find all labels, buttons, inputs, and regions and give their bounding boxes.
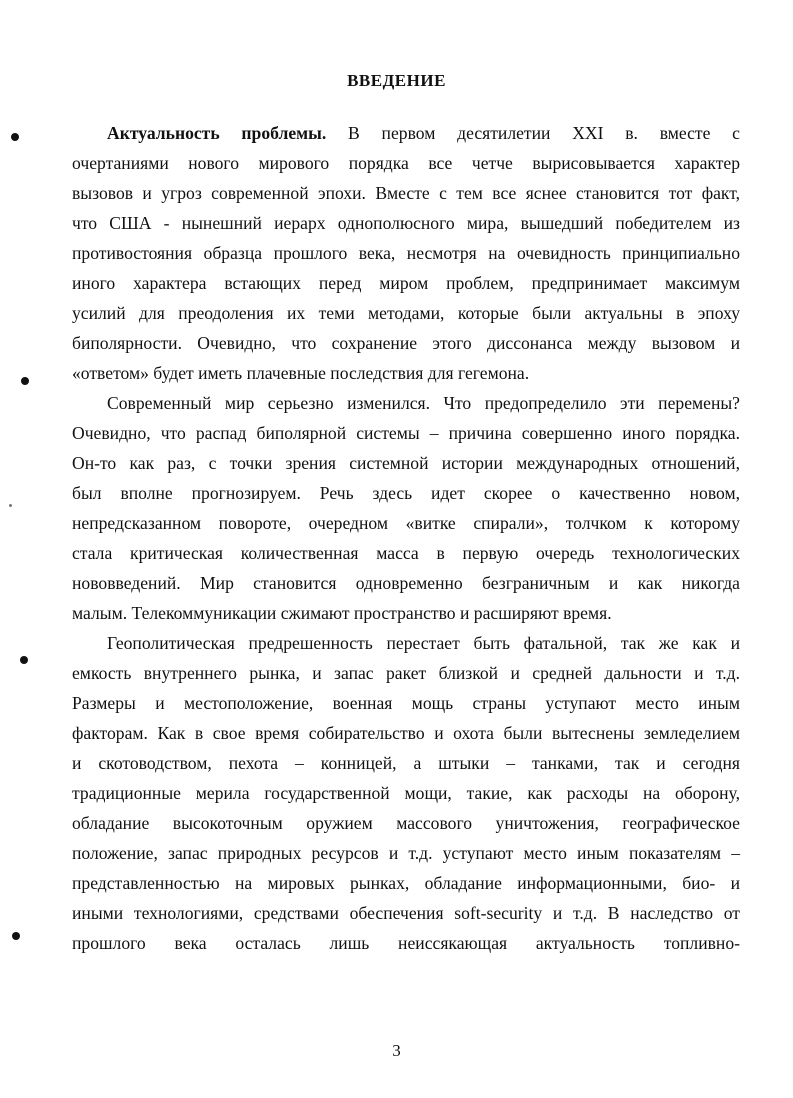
text-line: [72, 118, 740, 148]
text-line: что США - нынешний иерарх однополюсного мира, вышедший победителем из: [72, 213, 740, 233]
page-number: 3: [392, 1041, 401, 1060]
text-line: прошлого века осталась лишь неиссякающая актуальность топливно-: [72, 933, 740, 953]
text-line: Современный мир серьезно изменился. Что предопределило эти перемены?: [107, 393, 740, 413]
margin-punch-mark-2: [21, 377, 29, 385]
text-line: положение, запас природных ресурсов и т.д. уступают место иным показателям –: [72, 843, 740, 863]
text-line: факторам. Как в свое время собирательство и охота были вытеснены земледелием: [72, 723, 740, 743]
text-line: Очевидно, что распад биполярной системы – причина совершенно иного порядка.: [72, 423, 740, 443]
text-line: усилий для преодоления их теми методами, которые были актуальны в эпоху: [72, 303, 740, 323]
text-line: традиционные мерила государственной мощи, такие, как расходы на оборону,: [72, 783, 740, 803]
text-line: Геополитическая предрешенность перестает быть фатальной, так же как и: [107, 633, 740, 653]
text-line: Размеры и местоположение, военная мощь страны уступают место иным: [72, 693, 740, 713]
text-line: «ответом» будет иметь плачевные последствия для гегемона.: [72, 363, 530, 383]
text-line: малым. Телекоммуникации сжимают пространство и расширяют время.: [72, 603, 612, 623]
text-line: очертаниями нового мирового порядка все четче вырисовывается характер: [72, 153, 740, 173]
margin-punch-mark-4: [12, 932, 20, 940]
text-line: был вполне прогнозируем. Речь здесь идет скорее о качественно новом,: [72, 483, 740, 503]
text-line: и скотоводством, пехота – конницей, а штыки – танками, так и сегодня: [72, 753, 740, 773]
text-line: иного характера встающих перед миром проблем, предпринимает максимум: [72, 273, 740, 293]
section-lead-heading: Актуальность проблемы.: [107, 123, 327, 143]
text-line: противостояния образца прошлого века, несмотря на очевидность принципиально: [72, 243, 740, 263]
text-line: емкость внутреннего рынка, и запас ракет близкой и средней дальности и т.д.: [72, 663, 740, 683]
text-line: Он-то как раз, с точки зрения системной истории международных отношений,: [72, 453, 740, 473]
text-line: нововведений. Мир становится одновременно безграничным и как никогда: [72, 573, 740, 593]
margin-punch-mark-1: [11, 133, 19, 141]
text-line: представленностью на мировых рынках, обладание информационными, био- и: [72, 873, 740, 893]
text-line: непредсказанном повороте, очередном «витке спирали», толчком к которому: [72, 513, 740, 533]
text-line-content: В первом десятилетии XXI в. вместе с: [348, 123, 740, 143]
page-title: ВВЕДЕНИЕ: [347, 71, 446, 90]
body-text: [72, 118, 740, 958]
margin-speck: [9, 504, 12, 507]
text-line: биполярности. Очевидно, что сохранение этого диссонанса между вызовом и: [72, 333, 740, 353]
margin-punch-mark-3: [20, 656, 28, 664]
text-line: обладание высокоточным оружием массового уничтожения, географическое: [72, 813, 740, 833]
text-line: стала критическая количественная масса в первую очередь технологических: [72, 543, 740, 563]
text-line: иными технологиями, средствами обеспечения soft-security и т.д. В наследство от: [72, 903, 740, 923]
text-line: вызовов и угроз современной эпохи. Вместе с тем все яснее становится тот факт,: [72, 183, 740, 203]
